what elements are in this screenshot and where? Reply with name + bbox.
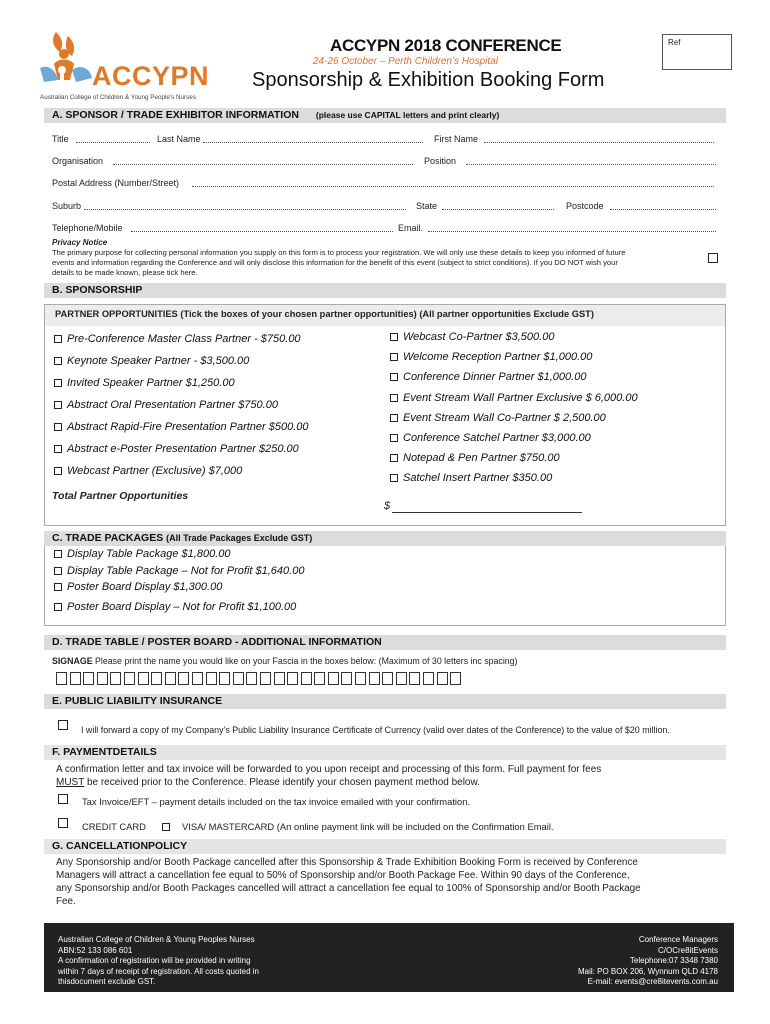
cancellation-text (56, 856, 641, 908)
total-label: Total Partner Opportunities (52, 490, 189, 502)
footer-line: Mail: PO BOX 206, Wynnum QLD 4178 (578, 966, 718, 976)
partner-option[interactable] (390, 412, 720, 432)
partner-option[interactable] (54, 465, 374, 487)
section-a-header (44, 108, 726, 123)
telephone-label: Telephone/Mobile (52, 223, 123, 233)
signage-letter-box[interactable] (369, 672, 380, 685)
left-options-list (54, 333, 374, 487)
option-label: Display Table Package – Not for Profit $1,640.00 (67, 564, 305, 577)
title-label: Title (52, 134, 69, 144)
signage-letter-box[interactable] (260, 672, 271, 685)
logo-text: ACCYPN (92, 61, 210, 91)
signage-letter-box[interactable] (409, 672, 420, 685)
state-field[interactable] (442, 201, 554, 210)
footer-line: Telephone:07 3348 7380 (629, 956, 718, 965)
checkbox-icon (54, 467, 62, 475)
signage-letter-box[interactable] (206, 672, 217, 685)
section-d-header (44, 635, 726, 650)
logo-tagline: Australian College of Children & Young People's Nurses (40, 94, 196, 101)
tax-invoice-label: Tax Invoice/EFT – payment details included on the tax invoice emailed with your confirmation. (82, 796, 471, 807)
option-label: Welcome Reception Partner $1,000.00 (403, 351, 593, 364)
signage-letter-box[interactable] (301, 672, 312, 685)
cancellation-line-3: any Sponsorship and/or Booth Packages cancelled will attract a cancellation fee equal to 100% of Sponsorship and/or Booth Package (56, 883, 641, 894)
option-label: Display Table Package $1,800.00 (67, 548, 231, 560)
payment-line-2: be received prior to the Conference. Please identify your chosen payment method below. (86, 777, 480, 788)
option-label: Webcast Partner (Exclusive) $7,000 (67, 465, 243, 477)
conference-title: ACCYPN 2018 CONFERENCE (330, 36, 562, 55)
trade-package-option[interactable] (54, 601, 454, 618)
partner-option[interactable] (54, 377, 374, 399)
must-text: MUST (56, 777, 85, 788)
partner-option[interactable] (54, 333, 374, 355)
organisation-label: Organisation (52, 156, 104, 166)
cancellation-line-1: Any Sponsorship and/or Booth Package cancelled after this Sponsorship & Trade Exhibition Booking Form is received by Conference (56, 857, 638, 868)
partner-option[interactable] (390, 392, 720, 412)
signage-letter-box[interactable] (70, 672, 81, 685)
footer-line: C/OCre8itEvents (657, 945, 718, 955)
position-label: Position (424, 156, 457, 166)
last-name-field[interactable] (203, 134, 423, 143)
checkbox-icon (54, 550, 62, 558)
signage-letter-box[interactable] (192, 672, 203, 685)
suburb-field[interactable] (84, 201, 406, 210)
option-label: Conference Dinner Partner $1,000.00 (403, 371, 587, 384)
privacy-line-2: events and information regarding the Conference and will only disclose this information for the benefit of this event (subject to strict conditions). If you DO NOT wish your (52, 258, 618, 267)
cancellation-line-2: Managers will attract a cancellation fee equal to 50% of Sponsorship and/or Booth Package Fee. Within 90 days of the Conference, (56, 870, 630, 881)
signage-label: SIGNAGE (52, 656, 93, 666)
footer-line: thisdocument exclude GST. (58, 977, 156, 986)
right-options-list (390, 331, 720, 493)
last-name-label: Last Name (157, 134, 201, 144)
privacy-line-3: details to be made known, please tick here. (52, 268, 198, 277)
checkbox-icon (390, 373, 398, 381)
section-b-header (44, 283, 726, 298)
checkbox-icon (58, 794, 68, 804)
visa-label: VISA/ MASTERCARD (An online payment link will be included on the Confirmation Email. (182, 821, 554, 832)
cancellation-line-4: Fee. (56, 896, 76, 907)
checkbox-icon (54, 357, 62, 365)
privacy-checkbox[interactable] (708, 253, 723, 265)
partner-option[interactable] (54, 443, 374, 465)
signage-letter-box[interactable] (287, 672, 298, 685)
section-g-title: G. CANCELLATIONPOLICY (52, 840, 188, 852)
partner-option[interactable] (54, 421, 374, 443)
signage-letter-box[interactable] (165, 672, 176, 685)
signage-instruction (52, 656, 518, 666)
section-g-header (44, 839, 726, 854)
option-label: Abstract Oral Presentation Partner $750.00 (67, 399, 278, 411)
option-label: Poster Board Display – Not for Profit $1,100.00 (67, 601, 297, 613)
footer-left (58, 935, 259, 988)
payment-line-1: A confirmation letter and tax invoice will be forwarded to you upon receipt and processing of this form. Full payment for fees (56, 764, 602, 775)
footer-line: E-mail: events@cre8itevents.com.au (587, 977, 718, 986)
postal-address-label: Postal Address (Number/Street) (52, 178, 180, 188)
section-a-title: A. SPONSOR / TRADE EXHIBITOR INFORMATION (52, 109, 299, 121)
signage-letter-box[interactable] (450, 672, 461, 685)
section-d-title: D. TRADE TABLE / POSTER BOARD - ADDITIONAL INFORMATION (52, 636, 382, 648)
insurance-checkbox[interactable] (58, 720, 73, 732)
signage-letter-box[interactable] (97, 672, 108, 685)
partner-option[interactable] (390, 351, 720, 371)
ref-label: Ref (668, 38, 681, 47)
partner-option[interactable] (390, 452, 720, 472)
checkbox-icon (390, 454, 398, 462)
credit-card-checkbox[interactable] (58, 818, 73, 830)
total-dollar: $ (384, 500, 391, 512)
checkbox-icon (54, 423, 62, 431)
signage-letter-box[interactable] (328, 672, 339, 685)
section-e-header (44, 694, 726, 709)
signage-letter-box[interactable] (178, 672, 189, 685)
postal-address-field[interactable] (192, 178, 714, 187)
checkbox-icon (390, 434, 398, 442)
visa-checkbox[interactable] (162, 822, 175, 833)
trade-package-option[interactable] (54, 581, 454, 601)
organisation-field[interactable] (113, 156, 413, 165)
footer-right (578, 935, 718, 988)
section-c-title: C. TRADE PACKAGES (52, 532, 164, 544)
option-label: Abstract Rapid-Fire Presentation Partner $500.00 (67, 421, 309, 433)
tax-invoice-checkbox[interactable] (58, 794, 73, 806)
signage-text: Please print the name you would like on your Fascia in the boxes below: (Maximum of 30 letters inc spacing) (95, 656, 518, 666)
footer-line: within 7 days of receipt of registration. All costs quoted in (58, 966, 259, 976)
signage-letter-box[interactable] (219, 672, 230, 685)
total-field[interactable] (392, 512, 582, 513)
checkbox-icon (54, 445, 62, 453)
footer (44, 923, 734, 992)
partner-option[interactable] (390, 371, 720, 391)
checkbox-icon (162, 823, 170, 831)
signage-letter-box[interactable] (246, 672, 257, 685)
trade-package-option[interactable] (54, 548, 454, 565)
signage-letter-box[interactable] (56, 672, 67, 685)
trade-options-list (54, 548, 454, 618)
checkbox-icon (54, 567, 62, 575)
checkbox-icon (390, 394, 398, 402)
privacy-heading: Privacy Notice (52, 238, 108, 247)
position-field[interactable] (466, 156, 716, 165)
section-f-header (44, 745, 726, 760)
email-field[interactable] (428, 223, 716, 232)
signage-letter-box[interactable] (437, 672, 448, 685)
section-c-header (44, 531, 726, 546)
checkbox-icon (54, 379, 62, 387)
partner-option[interactable] (390, 432, 720, 452)
footer-line: ABN:52 133 086 601 (58, 945, 133, 955)
section-e-title: E. PUBLIC LIABILITY INSURANCE (52, 695, 223, 707)
suburb-label: Suburb (52, 201, 82, 211)
checkbox-icon (390, 353, 398, 361)
footer-line: A confirmation of registration will be provided in writing (58, 956, 251, 965)
signage-letter-box[interactable] (233, 672, 244, 685)
postcode-label: Postcode (566, 201, 604, 211)
signage-letter-box[interactable] (151, 672, 162, 685)
insurance-text: I will forward a copy of my Company’s Public Liability Insurance Certificate of Currency (valid over dates of the Conference) to the value of $20 million. (81, 725, 670, 735)
state-label: State (416, 201, 438, 211)
footer-line: Australian College of Children & Young Peoples Nurses (58, 935, 255, 944)
checkbox-icon (390, 474, 398, 482)
partner-option[interactable] (390, 331, 720, 351)
payment-line-2-wrap (56, 776, 480, 789)
telephone-field[interactable] (131, 223, 393, 232)
signage-letter-box[interactable] (138, 672, 149, 685)
email-label: Email. (398, 223, 424, 233)
signage-letter-box[interactable] (355, 672, 366, 685)
checkbox-icon (708, 253, 718, 263)
option-label: Keynote Speaker Partner - $3,500.00 (67, 355, 250, 367)
checkbox-icon (390, 333, 398, 341)
signage-letter-box[interactable] (382, 672, 393, 685)
section-b-title: B. SPONSORSHIP (52, 284, 143, 296)
signage-letter-box[interactable] (396, 672, 407, 685)
section-c-note: (All Trade Packages Exclude GST) (166, 533, 313, 543)
checkbox-icon (54, 583, 62, 591)
partner-option[interactable] (54, 355, 374, 377)
checkbox-icon (54, 603, 62, 611)
option-label: Webcast Co-Partner $3,500.00 (403, 331, 555, 343)
signage-letter-box[interactable] (274, 672, 285, 685)
checkbox-icon (58, 818, 68, 828)
signage-boxes (56, 672, 464, 688)
privacy-text (52, 248, 702, 278)
credit-card-label: CREDIT CARD (82, 821, 146, 832)
option-label: Invited Speaker Partner $1,250.00 (67, 377, 235, 389)
checkbox-icon (54, 335, 62, 343)
signage-letter-box[interactable] (423, 672, 434, 685)
signage-letter-box[interactable] (314, 672, 325, 685)
checkbox-icon (58, 720, 68, 730)
privacy-line-1: The primary purpose for collecting personal information you supply on this form is to process your registration. We will only use these details to keep you informed of future (52, 248, 626, 257)
option-label: Conference Satchel Partner $3,000.00 (403, 431, 591, 444)
first-name-label: First Name (434, 134, 479, 144)
postcode-field[interactable] (610, 201, 716, 210)
option-label: Abstract e-Poster Presentation Partner $250.00 (67, 443, 299, 455)
signage-letter-box[interactable] (341, 672, 352, 685)
partner-option[interactable] (54, 399, 374, 421)
footer-line: Conference Managers (638, 935, 718, 944)
trade-package-option[interactable] (54, 565, 454, 582)
signage-letter-box[interactable] (110, 672, 121, 685)
option-label: Notepad & Pen Partner $750.00 (403, 452, 560, 465)
option-label: Poster Board Display $1,300.00 (67, 581, 223, 593)
option-label: Pre-Conference Master Class Partner - $750.00 (67, 333, 301, 345)
checkbox-icon (54, 401, 62, 409)
conference-subtitle: 24-26 October – Perth Children’s Hospital (313, 56, 498, 67)
checkbox-icon (390, 414, 398, 422)
option-label: Event Stream Wall Co-Partner $ 2,500.00 (403, 411, 606, 424)
first-name-field[interactable] (484, 134, 714, 143)
signage-letter-box[interactable] (83, 672, 94, 685)
section-f-title: F. PAYMENTDETAILS (52, 746, 157, 758)
partner-subheading: PARTNER OPPORTUNITIES (Tick the boxes of your chosen partner opportunities) (All partner opportunities Exclude GST) (45, 305, 725, 326)
signage-letter-box[interactable] (124, 672, 135, 685)
section-a-note: (please use CAPITAL letters and print clearly) (315, 110, 500, 120)
option-label: Satchel Insert Partner $350.00 (403, 472, 553, 485)
partner-option[interactable] (390, 472, 720, 492)
title-field[interactable] (76, 134, 150, 143)
form-title: Sponsorship & Exhibition Booking Form (252, 69, 605, 91)
option-label: Event Stream Wall Partner Exclusive $ 6,000.00 (403, 391, 638, 404)
ref-field[interactable] (662, 34, 732, 70)
